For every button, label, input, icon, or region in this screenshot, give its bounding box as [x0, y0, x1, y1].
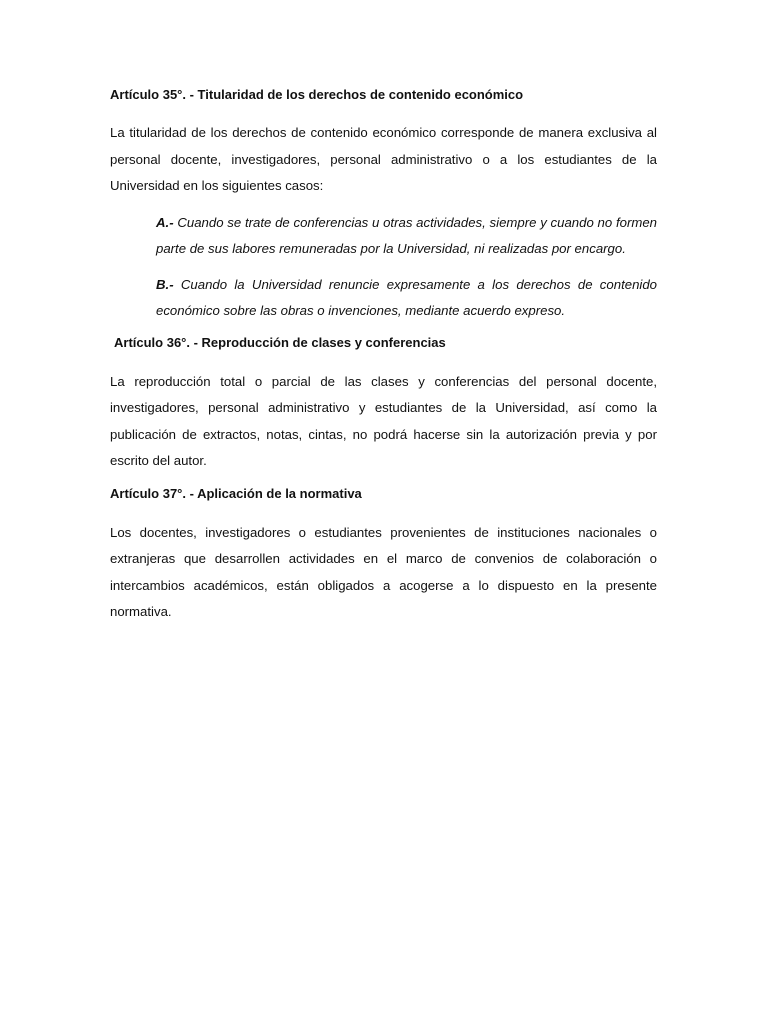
article-37-body: Los docentes, investigadores o estudiantes provenientes de instituciones nacionales o extranjeras que desarrollen actividades en el marco de convenios de colaboración o intercambios académicos, están obligados a acogerse a lo dispuesto en la presente normativa. — [110, 524, 657, 619]
case-item-a — [156, 210, 657, 263]
article-35-heading: Artículo 35°. - Titularidad de los derechos de contenido económico — [110, 87, 524, 102]
case-item-b-marker: B.- — [156, 276, 174, 292]
article-35-body: La titularidad de los derechos de contenido económico corresponde de manera exclusiva al personal docente, investigadores, personal administrativo o a los estudiantes de la Universidad en los siguientes casos: — [110, 125, 657, 193]
case-item-a-marker: A.- — [156, 214, 174, 230]
document-page — [110, 86, 657, 635]
article-36-body: La reproducción total o parcial de las clases y conferencias del personal docente, investigadores, personal administrativo y estudiantes de la Universidad, así como la publicación de extractos, notas, cintas, no podrá hacerse sin la autorización previa y por escrito del autor. — [110, 373, 657, 468]
article-37-heading: Artículo 37°. - Aplicación de la normativa — [110, 485, 362, 501]
case-item-a-text: Cuando se trate de conferencias u otras actividades, siempre y cuando no formen parte de sus labores remuneradas por la Universidad, ni realizadas por encargo. — [156, 214, 657, 256]
case-item-b — [156, 272, 657, 325]
case-item-b-text: Cuando la Universidad renuncie expresamente a los derechos de contenido económico sobre las obras o invenciones, mediante acuerdo expreso. — [156, 276, 657, 318]
article-35-case-list — [156, 210, 657, 325]
article-36-heading: Artículo 36°. - Reproducción de clases y conferencias — [114, 334, 446, 350]
